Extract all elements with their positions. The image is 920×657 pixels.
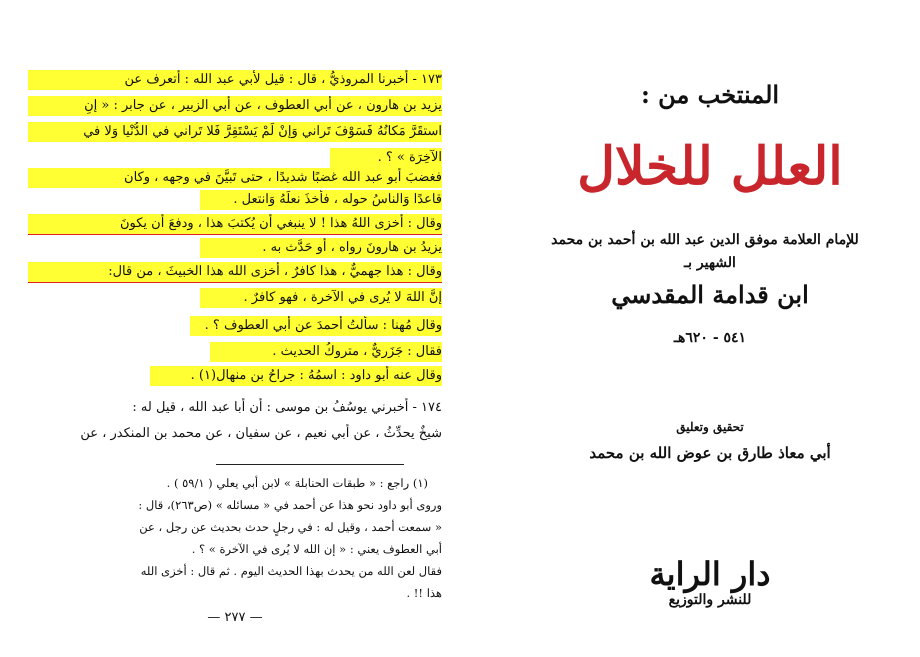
known-as-label: الشهير بـ (684, 255, 736, 271)
text-line: الآخِرَة » ؟ . (330, 148, 442, 168)
cover-page (470, 0, 920, 657)
footnote-line: (١) راجع : « طبقات الحنابلة » لابن أبي يعلي ( ٥٩/١ ) . (166, 476, 428, 490)
publisher-subtitle: للنشر والتوزيع (668, 592, 752, 608)
author-name: ابن قدامة المقدسي (611, 280, 809, 309)
footnote-line: « سمعت أحمد ، وقيل له : في رجلٍ حدث بحديث عن رجل ، عن (139, 520, 442, 534)
pre-title: المنتخب من : (640, 80, 780, 109)
footnote-line: هذا !! . (406, 586, 442, 600)
text-line: يزيد بن هارون ، عن أبي العطوف ، عن أبي الزبير ، عن جابر : « إنِ (28, 96, 442, 116)
footnote-line: أبي العطوف يعني : « إن الله لا يُرى في الآخرة » ؟ . (191, 542, 442, 556)
footnote-line: وروى أبو داود نحو هذا عن أحمد في « مسائله » (ص٢٦٣)، قال : (138, 498, 442, 512)
footnote-line: فقال لعن الله من يحدث بهذا الحديث اليوم . ثم قال : أخزى الله (140, 564, 442, 578)
author-line: للإمام العلامة موفق الدين عبد الله بن أحمد بن محمد (551, 232, 859, 248)
editor-label: تحقيق وتعليق (676, 420, 744, 434)
text-line: ١٧٣ - أخبرنا المروذيُّ ، قال : قيل لأبي عبد الله : أتعرف عن (28, 70, 442, 90)
text-line: فقال : جَزَريٌّ ، متروكُ الحديث . (210, 342, 442, 362)
text-line: استقَرَّ مَكانُهُ فَسَوْفَ تَراني وَإنْ لَمْ يَسْتَقِرَّ فَلا تَراني في الدُّنْيا وَلا في (28, 122, 442, 142)
text-line: شيخٌ يحدِّثُ ، عن أبي نعيم ، عن سفيان ، عن محمد بن المنكدر ، عن (80, 426, 442, 441)
editor-name: أبي معاذ طارق بن عوض الله بن محمد (589, 444, 831, 462)
author-dates: ٥٤١ - ٦٢٠هـ (673, 330, 747, 346)
text-line: إنَّ اللهَ لا يُرى في الآخرة ، فهو كافرٌ . (200, 288, 442, 308)
page-number: — ٢٧٧ — (207, 610, 263, 625)
text-line: وقال : أخزى اللهُ هذا ! لا ينبغي أن يُكتبَ هذا ، ودفعَ أن يكونَ (28, 214, 442, 235)
footnote-divider (216, 464, 404, 465)
text-line: وقال : هذا جهميٌّ ، هذا كافرٌ ، أخزى الله هذا الخبيثَ ، من قال: (28, 262, 442, 283)
book-title: العلل للخلال (577, 136, 843, 197)
text-line: يزيدُ بن هارونَ رواه ، أو حَدَّث به . (200, 238, 442, 258)
text-line: وقال مُهنا : سألتُ أحمدَ عن أبي العطوف ؟ . (190, 316, 442, 336)
text-line: وقال عنه أبو داود : اسمُهُ : جراحُ بن منهال(١) . (150, 366, 442, 386)
text-line: فغضبَ أبو عبد الله غضبًا شديدًا ، حتى تَبيَّنَ في وجهه ، وكان (28, 168, 442, 188)
text-line: قاعدًا وَالناسُ حوله ، فأخذَ نعلَهُ وَانتعل . (200, 190, 442, 210)
publisher-logo: دار الراية (649, 555, 771, 593)
text-line: ١٧٤ - أخبرني يوسُفُ بن موسى : أن أبا عبد الله ، قيل له : (132, 400, 442, 415)
